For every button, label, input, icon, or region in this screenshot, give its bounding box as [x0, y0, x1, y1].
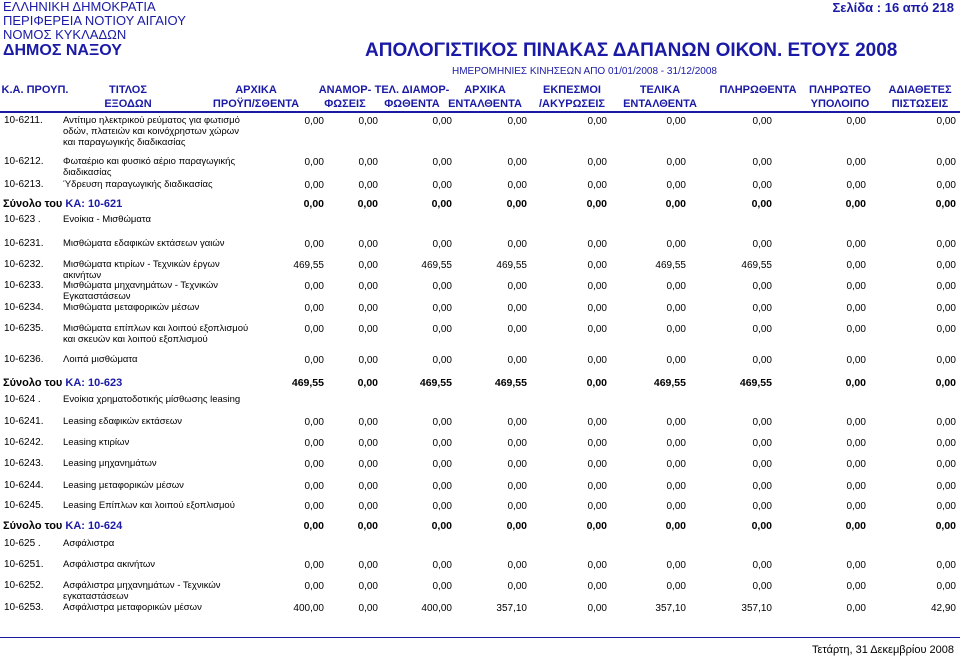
amount-cell: 0,00: [935, 198, 956, 210]
amount-cell: 0,00: [752, 417, 772, 428]
amount-cell: 0,00: [587, 501, 607, 512]
expense-title: Ασφάλιστρα: [63, 538, 115, 549]
amount-cell: 0,00: [936, 324, 956, 335]
account-code: 10-6241.: [4, 416, 44, 427]
group-row: [0, 214, 960, 232]
expense-title: Ασφάλιστρα ακινήτων: [63, 559, 156, 570]
header-line-2: ΠΕΡΙΦΕΡΕΙΑ ΝΟΤΙΟΥ ΑΙΓΑΙΟΥ: [3, 13, 186, 28]
amount-cell: 0,00: [936, 281, 956, 292]
expense-title: Ενοίκια χρηματοδοτικής μίσθωσης leasing: [63, 394, 241, 405]
amount-cell: 0,00: [752, 324, 772, 335]
amount-cell: 0,00: [357, 377, 378, 389]
amount-cell: 400,00: [293, 603, 324, 614]
expense-title: Μισθώματα κτιρίων - Τεχνικών έργων ακινήτων: [63, 259, 220, 281]
amount-cell: 0,00: [358, 355, 378, 366]
amount-cell: 0,00: [358, 560, 378, 571]
amount-cell: 0,00: [666, 239, 686, 250]
amount-cell: 0,00: [936, 116, 956, 127]
expense-title: Μισθώματα μεταφορικών μέσων: [63, 302, 200, 313]
amount-cell: 469,55: [741, 260, 772, 271]
amount-cell: 0,00: [666, 459, 686, 470]
account-code: 10-6212.: [4, 156, 44, 167]
amount-cell: 0,00: [506, 520, 527, 532]
account-code: 10-6252.: [4, 580, 44, 591]
table-row: [0, 179, 960, 197]
table-row: [0, 559, 960, 577]
amount-cell: 0,00: [358, 281, 378, 292]
amount-cell: 0,00: [304, 281, 324, 292]
column-header: [68, 83, 188, 111]
expense-title: Λοιπά μισθώματα: [63, 354, 138, 365]
column-header-line: ΤΕΛ. ΔΙΑΜΟΡ-: [374, 84, 450, 96]
amount-cell: 469,55: [421, 260, 452, 271]
account-code: 10-625 .: [4, 538, 41, 549]
account-code: [3, 520, 122, 532]
amount-cell: 0,00: [846, 417, 866, 428]
amount-cell: 0,00: [752, 116, 772, 127]
total-label: ΚΑ: 10-624: [65, 520, 123, 532]
expense-title: Ύδρευση παραγωγικής διαδικασίας: [63, 179, 213, 190]
amount-cell: 0,00: [358, 438, 378, 449]
account-code: 10-6242.: [4, 437, 44, 448]
amount-cell: 0,00: [431, 198, 452, 210]
account-code: 10-6245.: [4, 500, 44, 511]
header-divider: [0, 111, 960, 113]
amount-cell: 0,00: [936, 501, 956, 512]
amount-cell: 0,00: [432, 459, 452, 470]
column-header-line: ΕΞΟΔΩΝ: [104, 98, 152, 110]
amount-cell: 0,00: [358, 116, 378, 127]
account-code: 10-6253.: [4, 602, 44, 613]
column-header-line: ΑΡΧΙΚΑ: [464, 84, 506, 96]
column-header-line: Κ.Α. ΠΡΟΥΠ.: [1, 84, 69, 96]
amount-cell: 0,00: [358, 180, 378, 191]
amount-cell: 0,00: [357, 198, 378, 210]
table-row: [0, 580, 960, 600]
amount-cell: 0,00: [846, 157, 866, 168]
total-label: ΚΑ: 10-621: [65, 198, 123, 210]
amount-cell: 0,00: [845, 520, 866, 532]
amount-cell: 0,00: [358, 324, 378, 335]
column-header-line: ΦΩΣΕΙΣ: [324, 98, 366, 110]
amount-cell: 0,00: [936, 459, 956, 470]
amount-cell: 0,00: [432, 581, 452, 592]
amount-cell: 0,00: [752, 157, 772, 168]
amount-cell: 0,00: [507, 157, 527, 168]
amount-cell: 0,00: [752, 281, 772, 292]
amount-cell: 0,00: [752, 560, 772, 571]
table-row: [0, 259, 960, 279]
amount-cell: 0,00: [587, 303, 607, 314]
column-header-line: ΥΠΟΛΟΙΠΟ: [810, 98, 870, 110]
amount-cell: 0,00: [752, 581, 772, 592]
table-row: [0, 280, 960, 300]
amount-cell: 0,00: [507, 281, 527, 292]
amount-cell: 0,00: [666, 438, 686, 449]
expense-title: Leasing εδαφικών εκτάσεων: [63, 416, 183, 427]
amount-cell: 0,00: [304, 355, 324, 366]
amount-cell: 0,00: [752, 481, 772, 492]
amount-cell: 0,00: [752, 501, 772, 512]
amount-cell: 0,00: [358, 603, 378, 614]
amount-cell: 0,00: [665, 198, 686, 210]
amount-cell: 0,00: [358, 581, 378, 592]
amount-cell: 0,00: [587, 116, 607, 127]
amount-cell: 0,00: [752, 180, 772, 191]
expense-title: Φωταέριο και φυσικό αέριο παραγωγικής διαδικασίας: [63, 156, 236, 178]
report-header: [3, 0, 263, 60]
total-prefix: Σύνολο του: [3, 198, 66, 210]
expense-title: Ασφάλιστρα μεταφορικών μέσων: [63, 602, 202, 613]
amount-cell: 0,00: [846, 324, 866, 335]
amount-cell: 0,00: [846, 438, 866, 449]
amount-cell: 0,00: [587, 481, 607, 492]
account-code: 10-6211.: [4, 115, 43, 126]
column-header: [860, 83, 960, 111]
column-header-line: ΠΙΣΤΩΣΕΙΣ: [891, 98, 949, 110]
amount-cell: 0,00: [846, 180, 866, 191]
account-code: 10-6244.: [4, 480, 44, 491]
column-header-line: ΤΙΤΛΟΣ: [109, 84, 147, 96]
amount-cell: 0,00: [357, 520, 378, 532]
amount-cell: 0,00: [846, 303, 866, 314]
column-header-line: ΠΡΟΫΠ/ΣΘΕΝΤΑ: [212, 98, 300, 110]
amount-cell: 0,00: [846, 560, 866, 571]
amount-cell: 0,00: [507, 355, 527, 366]
amount-cell: 0,00: [587, 324, 607, 335]
account-code: 10-6213.: [4, 179, 44, 190]
amount-cell: 0,00: [358, 260, 378, 271]
amount-cell: 0,00: [506, 198, 527, 210]
amount-cell: 0,00: [587, 417, 607, 428]
amount-cell: 0,00: [936, 481, 956, 492]
amount-cell: 0,00: [846, 459, 866, 470]
amount-cell: 0,00: [587, 239, 607, 250]
amount-cell: 0,00: [432, 560, 452, 571]
amount-cell: 0,00: [586, 198, 607, 210]
expense-title: Αντίτιμο ηλεκτρικού ρεύματος για φωτισμό οδών, πλατειών και κοινόχρηστων χώρων και παραγωγικής διαδικασίας: [63, 115, 240, 148]
amount-cell: 0,00: [752, 355, 772, 366]
amount-cell: 0,00: [432, 281, 452, 292]
amount-cell: 0,00: [304, 438, 324, 449]
table-row: [0, 115, 960, 155]
page-number: Σελίδα : 16 από 218: [832, 0, 954, 15]
amount-cell: 0,00: [845, 198, 866, 210]
amount-cell: 469,55: [655, 260, 686, 271]
expense-title: Μισθώματα επίπλων και λοιπού εξοπλισμού και σκευών και λοιπού εξοπλισμού: [63, 323, 249, 345]
amount-cell: 0,00: [752, 459, 772, 470]
amount-cell: 0,00: [507, 116, 527, 127]
amount-cell: 0,00: [507, 180, 527, 191]
table-row: [0, 500, 960, 518]
amount-cell: 0,00: [432, 417, 452, 428]
amount-cell: 357,10: [496, 603, 527, 614]
amount-cell: 0,00: [666, 324, 686, 335]
amount-cell: 0,00: [304, 303, 324, 314]
amount-cell: 0,00: [358, 303, 378, 314]
amount-cell: 0,00: [432, 501, 452, 512]
amount-cell: 0,00: [666, 157, 686, 168]
amount-cell: 0,00: [587, 438, 607, 449]
amount-cell: 0,00: [751, 520, 772, 532]
amount-cell: 0,00: [666, 355, 686, 366]
total-row: [0, 377, 960, 393]
total-row: [0, 520, 960, 538]
amount-cell: 0,00: [304, 157, 324, 168]
amount-cell: 469,55: [494, 377, 527, 389]
amount-cell: 400,00: [421, 603, 452, 614]
amount-cell: 0,00: [432, 303, 452, 314]
amount-cell: 0,00: [936, 560, 956, 571]
amount-cell: 0,00: [304, 324, 324, 335]
column-header-line: ΤΕΛΙΚΑ: [639, 84, 681, 96]
column-header-line: ΕΝΤΑΛΘΕΝΤΑ: [623, 98, 697, 110]
expense-title: Ενοίκια - Μισθώματα: [63, 214, 151, 225]
column-header-line: ΕΚΠΕΣΜΟΙ: [543, 84, 601, 96]
amount-cell: 469,55: [293, 260, 324, 271]
amount-cell: 0,00: [304, 116, 324, 127]
amount-cell: 0,00: [358, 157, 378, 168]
amount-cell: 0,00: [507, 459, 527, 470]
amount-cell: 0,00: [846, 116, 866, 127]
amount-cell: 0,00: [507, 560, 527, 571]
amount-cell: 0,00: [586, 520, 607, 532]
total-label: ΚΑ: 10-623: [65, 377, 123, 389]
amount-cell: 0,00: [665, 520, 686, 532]
amount-cell: 0,00: [846, 581, 866, 592]
amount-cell: 0,00: [507, 303, 527, 314]
date-range: ΗΜΕΡΟΜΗΝΙΕΣ ΚΙΝΗΣΕΩΝ ΑΠΟ 01/01/2008 - 31/12/2008: [452, 66, 717, 77]
expense-title: Leasing κτιρίων: [63, 437, 130, 448]
header-line-1: ΕΛΛΗΝΙΚΗ ΔΗΜΟΚΡΑΤΙΑ: [3, 0, 156, 14]
amount-cell: 0,00: [752, 239, 772, 250]
table-row: [0, 602, 960, 620]
account-code: 10-6232.: [4, 259, 44, 270]
account-code: 10-6236.: [4, 354, 44, 365]
table-row: [0, 302, 960, 320]
header-line-3: ΝΟΜΟΣ ΚΥΚΛΑΔΩΝ: [3, 27, 127, 42]
amount-cell: 0,00: [936, 180, 956, 191]
amount-cell: 0,00: [752, 303, 772, 314]
amount-cell: 0,00: [587, 281, 607, 292]
amount-cell: 0,00: [936, 239, 956, 250]
column-header-line: ΑΡΧΙΚΑ: [235, 84, 277, 96]
amount-cell: 0,00: [587, 157, 607, 168]
expense-title: Μισθώματα εδαφικών εκτάσεων γαιών: [63, 238, 225, 249]
table-row: [0, 416, 960, 434]
amount-cell: 0,00: [507, 239, 527, 250]
amount-cell: 0,00: [846, 239, 866, 250]
header-line-4: ΔΗΜΟΣ ΝΑΞΟΥ: [3, 42, 122, 59]
group-row: [0, 538, 960, 556]
column-header-line: ΦΩΘΕΝΤΑ: [384, 98, 440, 110]
amount-cell: 0,00: [587, 581, 607, 592]
amount-cell: 469,55: [291, 377, 324, 389]
amount-cell: 0,00: [846, 481, 866, 492]
amount-cell: 0,00: [304, 239, 324, 250]
amount-cell: 469,55: [496, 260, 527, 271]
amount-cell: 0,00: [587, 260, 607, 271]
amount-cell: 0,00: [358, 417, 378, 428]
amount-cell: 0,00: [936, 581, 956, 592]
amount-cell: 0,00: [935, 520, 956, 532]
amount-cell: 0,00: [303, 520, 324, 532]
account-code: 10-6251.: [4, 559, 44, 570]
amount-cell: 0,00: [666, 481, 686, 492]
account-code: 10-6243.: [4, 458, 44, 469]
column-header-line: ΕΝΤΑΛΘΕΝΤΑ: [448, 98, 522, 110]
amount-cell: 0,00: [936, 417, 956, 428]
total-prefix: Σύνολο του: [3, 520, 66, 532]
amount-cell: 0,00: [666, 560, 686, 571]
amount-cell: 0,00: [304, 560, 324, 571]
amount-cell: 0,00: [304, 501, 324, 512]
total-prefix: Σύνολο του: [3, 377, 66, 389]
report-title: ΑΠΟΛΟΓΙΣΤΙΚΟΣ ΠΙΝΑΚΑΣ ΔΑΠΑΝΩΝ ΟΙΚΟΝ. ΕΤΟΥΣ 2008: [365, 40, 898, 61]
column-header-line: ΠΛΗΡΩΤΕΟ: [809, 84, 871, 96]
amount-cell: 0,00: [358, 501, 378, 512]
amount-cell: 0,00: [432, 324, 452, 335]
amount-cell: 0,00: [358, 239, 378, 250]
amount-cell: 0,00: [587, 180, 607, 191]
account-code: 10-624 .: [4, 394, 41, 405]
amount-cell: 0,00: [936, 438, 956, 449]
account-code: 10-6233.: [4, 280, 44, 291]
amount-cell: 0,00: [666, 417, 686, 428]
amount-cell: 0,00: [587, 560, 607, 571]
amount-cell: 0,00: [587, 355, 607, 366]
amount-cell: 0,00: [507, 438, 527, 449]
account-code: 10-6234.: [4, 302, 44, 313]
account-code: [3, 198, 122, 210]
amount-cell: 0,00: [936, 157, 956, 168]
expense-title: Leasing Επίπλων και λοιπού εξοπλισμού: [63, 500, 235, 511]
account-code: 10-6231.: [4, 238, 44, 249]
amount-cell: 0,00: [935, 377, 956, 389]
amount-cell: 0,00: [431, 520, 452, 532]
amount-cell: 0,00: [432, 355, 452, 366]
amount-cell: 0,00: [846, 501, 866, 512]
table-row: [0, 323, 960, 353]
amount-cell: 469,55: [419, 377, 452, 389]
amount-cell: 0,00: [845, 377, 866, 389]
amount-cell: 469,55: [739, 377, 772, 389]
table-row: [0, 238, 960, 256]
amount-cell: 0,00: [432, 481, 452, 492]
amount-cell: 0,00: [358, 481, 378, 492]
expense-title: Ασφάλιστρα μηχανημάτων - Τεχνικών εγκαταστάσεων: [63, 580, 221, 602]
expense-title: Leasing μεταφορικών μέσων: [63, 480, 184, 491]
amount-cell: 0,00: [432, 157, 452, 168]
amount-cell: 0,00: [846, 281, 866, 292]
table-row: [0, 480, 960, 498]
table-row: [0, 437, 960, 455]
amount-cell: 0,00: [587, 603, 607, 614]
footer-date: Τετάρτη, 31 Δεκεμβρίου 2008: [811, 644, 954, 656]
amount-cell: 357,10: [741, 603, 772, 614]
amount-cell: 0,00: [587, 459, 607, 470]
amount-cell: 0,00: [358, 459, 378, 470]
group-row: [0, 394, 960, 414]
amount-cell: 0,00: [304, 180, 324, 191]
amount-cell: 0,00: [936, 303, 956, 314]
table-row: [0, 156, 960, 176]
account-code: [3, 377, 122, 389]
amount-cell: 0,00: [304, 581, 324, 592]
amount-cell: 0,00: [432, 180, 452, 191]
amount-cell: 0,00: [432, 116, 452, 127]
amount-cell: 0,00: [304, 417, 324, 428]
amount-cell: 0,00: [507, 581, 527, 592]
amount-cell: 0,00: [936, 260, 956, 271]
amount-cell: 0,00: [752, 438, 772, 449]
expense-title: Μισθώματα μηχανημάτων - Τεχνικών Εγκαταστάσεων: [63, 280, 218, 302]
amount-cell: 469,55: [653, 377, 686, 389]
amount-cell: 0,00: [666, 281, 686, 292]
amount-cell: 0,00: [507, 501, 527, 512]
amount-cell: 357,10: [655, 603, 686, 614]
total-row: [0, 198, 960, 214]
amount-cell: 0,00: [432, 438, 452, 449]
footer-divider: [0, 637, 960, 638]
amount-cell: 0,00: [304, 459, 324, 470]
column-header-line: ΠΛΗΡΩΘΕΝΤΑ: [719, 84, 797, 96]
account-code: 10-6235.: [4, 323, 44, 334]
amount-cell: 0,00: [666, 581, 686, 592]
amount-cell: 0,00: [666, 116, 686, 127]
amount-cell: 0,00: [936, 355, 956, 366]
amount-cell: 0,00: [507, 324, 527, 335]
expense-title: Leasing μηχανημάτων: [63, 458, 157, 469]
column-header-line: /ΑΚΥΡΩΣΕΙΣ: [538, 98, 606, 110]
amount-cell: 0,00: [666, 501, 686, 512]
column-header-line: ΑΝΑΜΟΡ-: [318, 84, 372, 96]
amount-cell: 0,00: [846, 355, 866, 366]
amount-cell: 0,00: [303, 198, 324, 210]
amount-cell: 0,00: [586, 377, 607, 389]
table-row: [0, 458, 960, 476]
amount-cell: 0,00: [666, 303, 686, 314]
amount-cell: 0,00: [751, 198, 772, 210]
amount-cell: 0,00: [846, 603, 866, 614]
amount-cell: 0,00: [846, 260, 866, 271]
column-header-line: ΑΔΙΑΘΕΤΕΣ: [888, 84, 952, 96]
table-row: [0, 354, 960, 374]
amount-cell: 0,00: [666, 180, 686, 191]
amount-cell: 0,00: [304, 481, 324, 492]
amount-cell: 0,00: [432, 239, 452, 250]
amount-cell: 0,00: [507, 481, 527, 492]
amount-cell: 42,90: [930, 603, 956, 614]
amount-cell: 0,00: [507, 417, 527, 428]
account-code: 10-623 .: [4, 214, 41, 225]
